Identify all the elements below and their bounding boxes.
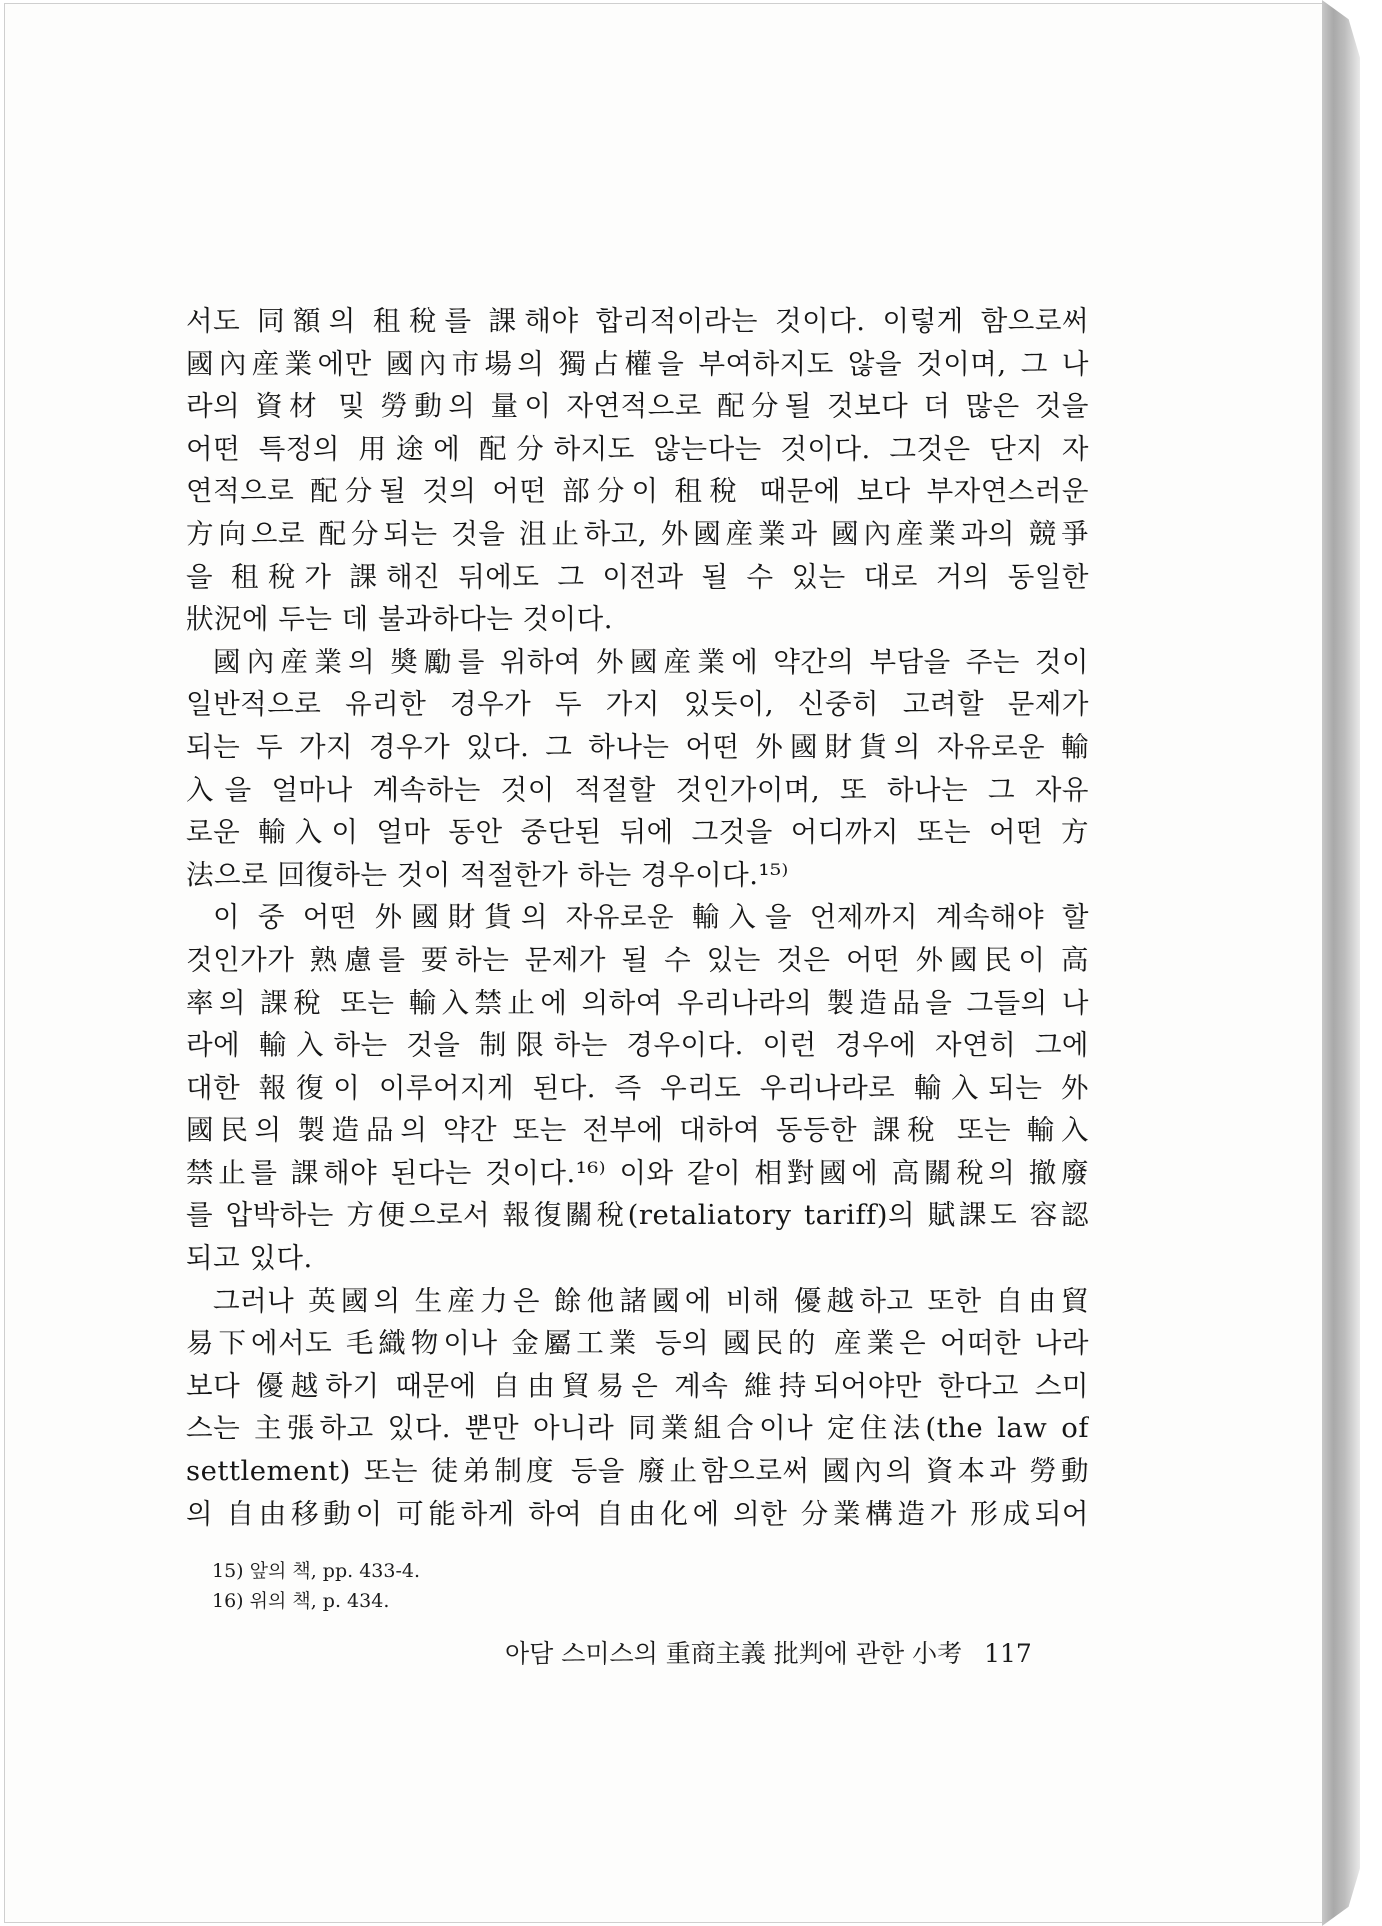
page-margin-edge [1360, 0, 1382, 1926]
body-line: 의 自由移動이 可能하게 하여 自由化에 의한 分業構造가 形成되어 [186, 1497, 1089, 1530]
body-line: 연적으로 配分될 것의 어떤 部分이 租稅 때문에 보다 부자연스러운 [186, 475, 1089, 508]
body-line: 것인가가 熟慮를 要하는 문제가 될 수 있는 것은 어떤 外國民이 高 [186, 943, 1089, 976]
body-line: 國內産業에만 國內市場의 獨占權을 부여하지도 않을 것이며, 그 나 [186, 347, 1089, 380]
footnote: 16) 위의 책, p. 434. [212, 1590, 390, 1612]
book-spine-shadow [1322, 0, 1360, 1926]
body-line: 易下에서도 毛織物이나 金屬工業 등의 國民的 産業은 어떠한 나라 [186, 1327, 1089, 1360]
running-footer-title: 아담 스미스의 重商主義 批判에 관한 小考 [505, 1639, 963, 1668]
body-line: 狀況에 두는 데 불과하다는 것이다. [186, 603, 613, 636]
body-line: 서도 同額의 租稅를 課해야 합리적이라는 것이다. 이렇게 함으로써 [186, 305, 1089, 337]
body-line: 이 중 어떤 外國財貨의 자유로운 輸入을 언제까지 계속해야 할 [213, 901, 1089, 934]
body-line: settlement) 또는 徒弟制度 등을 廢止함으로써 國內의 資本과 勞動 [186, 1455, 1089, 1488]
body-line: 라의 資材 및 勞動의 量이 자연적으로 配分될 것보다 더 많은 것을 [186, 390, 1089, 423]
body-line: 를 압박하는 方便으로서 報復關稅(retaliatory tariff)의 賦課도 容認 [186, 1199, 1089, 1232]
body-line: 되는 두 가지 경우가 있다. 그 하나는 어떤 外國財貨의 자유로운 輸 [186, 730, 1089, 763]
body-line: 되고 있다. [186, 1242, 313, 1275]
body-line: 禁止를 課해야 된다는 것이다.¹⁶⁾ 이와 같이 相對國에 高關稅의 撤廢 [186, 1156, 1089, 1189]
body-line: 入을 얼마나 계속하는 것이 적절할 것인가이며, 또 하나는 그 자유 [186, 773, 1089, 806]
body-line: 로운 輸入이 얼마 동안 중단된 뒤에 그것을 어디까지 또는 어떤 方 [186, 816, 1089, 849]
footnotes [212, 1556, 420, 1616]
body-line: 그러나 英國의 生産力은 餘他諸國에 비해 優越하고 또한 自由貿 [213, 1284, 1089, 1317]
body-line: 어떤 특정의 用途에 配分하지도 않는다는 것이다. 그것은 단지 자 [186, 432, 1089, 465]
body-line: 法으로 回復하는 것이 적절한가 하는 경우이다.¹⁵⁾ [186, 858, 789, 891]
body-line: 國民의 製造品의 약간 또는 전부에 대하여 동등한 課稅 또는 輸入 [186, 1114, 1089, 1147]
body-line: 을 租稅가 課해진 뒤에도 그 이전과 될 수 있는 대로 거의 동일한 [186, 560, 1089, 593]
body-line: 스는 主張하고 있다. 뿐만 아니라 同業組合이나 定住法(the law of [186, 1412, 1089, 1445]
footnote: 15) 앞의 책, pp. 433-4. [212, 1560, 421, 1582]
body-line: 國內産業의 奬勵를 위하여 外國産業에 약간의 부담을 주는 것이 [213, 645, 1089, 678]
body-line: 率의 課稅 또는 輸入禁止에 의하여 우리나라의 製造品을 그들의 나 [186, 986, 1089, 1019]
page-number: 117 [984, 1639, 1032, 1668]
running-footer [505, 1636, 1065, 1672]
body-line: 보다 優越하기 때문에 自由貿易은 계속 維持되어야만 한다고 스미 [186, 1369, 1089, 1402]
body-line: 라에 輸入하는 것을 制限하는 경우이다. 이런 경우에 자연히 그에 [186, 1029, 1089, 1062]
body-line: 대한 報復이 이루어지게 된다. 즉 우리도 우리나라로 輸入되는 外 [186, 1071, 1089, 1104]
body-line: 일반적으로 유리한 경우가 두 가지 있듯이, 신중히 고려할 문제가 [186, 688, 1089, 721]
body-line: 方向으로 配分되는 것을 沮止하고, 外國産業과 國內産業과의 競爭 [186, 517, 1089, 550]
body-text [186, 300, 1089, 1535]
